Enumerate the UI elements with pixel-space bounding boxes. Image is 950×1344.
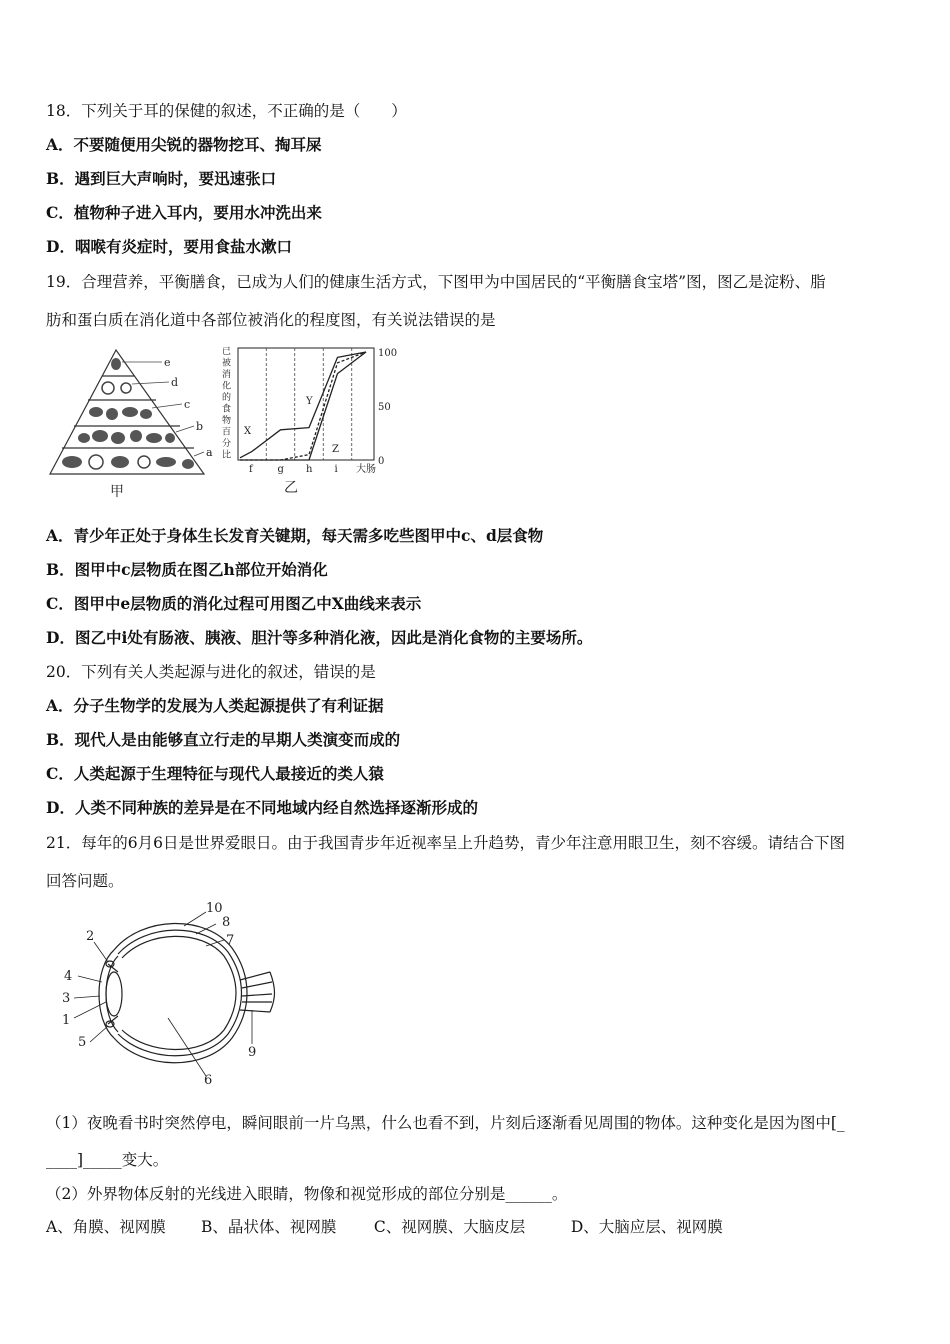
- eye-label-4: 4: [64, 969, 73, 984]
- eye-label-9: 9: [248, 1045, 257, 1060]
- q19-option-b: B．图甲中c层物质在图乙h部位开始消化: [46, 560, 328, 579]
- q21-sub2-option-b: B、晶状体、视网膜: [200, 1218, 337, 1236]
- eye-label-5: 5: [78, 1035, 87, 1050]
- q20-stem: 20．下列有关人类起源与进化的叙述，错误的是: [46, 663, 376, 681]
- chart-curve-label: Z: [332, 444, 339, 455]
- chart-series-line-Z: [240, 352, 366, 460]
- chart-ytick-label: 0: [378, 456, 385, 467]
- chart-xtick-label: f: [249, 464, 253, 475]
- chart-caption: 乙: [284, 480, 298, 496]
- pyramid-label-b: b: [196, 420, 204, 433]
- chart-curve-label: X: [244, 426, 252, 437]
- q18-option-a: A．不要随便用尖锐的器物挖耳、掏耳屎: [46, 135, 322, 154]
- chart-ylabel-char: 消: [222, 370, 232, 380]
- q19-option-a: A．青少年正处于身体生长发育关键期，每天需多吃些图甲中c、d层食物: [46, 526, 544, 545]
- chart-ylabel-char: 化: [222, 381, 232, 392]
- digestion-chart-figure: [220, 342, 402, 500]
- q21-stem-line1: 21．每年的6月6日是世界爱眼日。由于我国青步年近视率呈上升趋势，青少年注意用眼卫生，刻不容缓。请结合下图: [46, 834, 845, 852]
- chart-ylabel-char: 被: [222, 358, 232, 369]
- chart-ylabel-char: 比: [222, 450, 232, 461]
- chart-xtick-label: g: [277, 464, 284, 475]
- q19-stem-line2: 肪和蛋白质在消化道中各部位被消化的程度图，有关说法错误的是: [46, 311, 496, 329]
- q21-sub2: （2）外界物体反射的光线进入眼睛，物像和视觉形成的部位分别是______。: [46, 1185, 568, 1203]
- food-pyramid-figure: [44, 344, 224, 500]
- q21-sub1-line1: （1）夜晚看书时突然停电，瞬间眼前一片乌黑，什么也看不到，片刻后逐渐看见周围的物体。这种变化是因为图中[_: [46, 1114, 845, 1132]
- q20-option-b: B．现代人是由能够直立行走的早期人类演变而成的: [46, 730, 401, 749]
- q21-stem-line2: 回答问题。: [46, 872, 124, 890]
- q18-option-d: D．咽喉有炎症时，要用食盐水漱口: [46, 237, 292, 256]
- q21-sub2-options: [46, 1217, 723, 1237]
- eye-diagram: [56, 898, 278, 1088]
- pyramid-label-c: c: [184, 398, 191, 411]
- q19-option-d: D．图乙中i处有肠液、胰液、胆汁等多种消化液，因此是消化食物的主要场所。: [46, 628, 593, 647]
- q19-stem-line1: 19．合理营养，平衡膳食，已成为人们的健康生活方式，下图甲为中国居民的“平衡膳食宝塔”图，图乙是淀粉、脂: [46, 273, 826, 291]
- chart-ytick-label: 100: [378, 348, 398, 359]
- q21-sub2-option-a: A、角膜、视网膜: [46, 1218, 166, 1236]
- q21-sub2-option-c: C、视网膜、大脑皮层: [373, 1218, 526, 1236]
- q20-option-c: C．人类起源于生理特征与现代人最接近的类人猿: [46, 764, 384, 783]
- chart-ylabel-char: 的: [222, 393, 232, 403]
- eye-label-10: 10: [206, 901, 223, 916]
- pyramid-label-e: e: [164, 356, 171, 369]
- q20-option-a: A．分子生物学的发展为人类起源提供了有利证据: [46, 696, 384, 715]
- chart-ylabel-char: 已: [222, 347, 232, 357]
- eye-label-7: 7: [226, 933, 235, 948]
- q21-sub2-option-d: D、大脑应层、视网膜: [570, 1218, 723, 1236]
- chart-xtick-label: i: [334, 464, 338, 475]
- q19-option-c: C．图甲中e层物质的消化过程可用图乙中X曲线来表示: [46, 594, 422, 613]
- chart-ylabel-char: 食: [222, 404, 232, 415]
- eye-label-6: 6: [204, 1073, 213, 1088]
- pyramid-caption: 甲: [110, 484, 124, 500]
- chart-series-line-X: [240, 352, 366, 458]
- chart-xtick-label: h: [306, 464, 313, 475]
- chart-series-line-Y: [240, 352, 366, 460]
- chart-curve-label: Y: [306, 396, 313, 407]
- q18-stem: 18．下列关于耳的保健的叙述，不正确的是（ ）: [46, 102, 407, 120]
- chart-ylabel-char: 百: [222, 427, 232, 438]
- eye-label-2: 2: [86, 929, 95, 944]
- q21-sub1-line2: ____]_____变大。: [46, 1151, 169, 1169]
- chart-ylabel-char: 分: [222, 439, 232, 449]
- pyramid-label-a: a: [206, 446, 213, 459]
- chart-xtick-label: 大肠: [356, 464, 376, 475]
- q20-option-d: D．人类不同种族的差异是在不同地域内经自然选择逐渐形成的: [46, 798, 478, 817]
- eye-label-8: 8: [222, 915, 231, 930]
- q18-option-b: B．遇到巨大声响时，要迅速张口: [46, 169, 277, 188]
- chart-ytick-label: 50: [378, 402, 391, 413]
- chart-ylabel-char: 物: [222, 416, 232, 426]
- q18-option-c: C．植物种子进入耳内，要用水冲洗出来: [46, 203, 322, 222]
- pyramid-label-d: d: [171, 376, 179, 389]
- eye-label-1: 1: [62, 1013, 71, 1028]
- eye-label-3: 3: [62, 991, 71, 1006]
